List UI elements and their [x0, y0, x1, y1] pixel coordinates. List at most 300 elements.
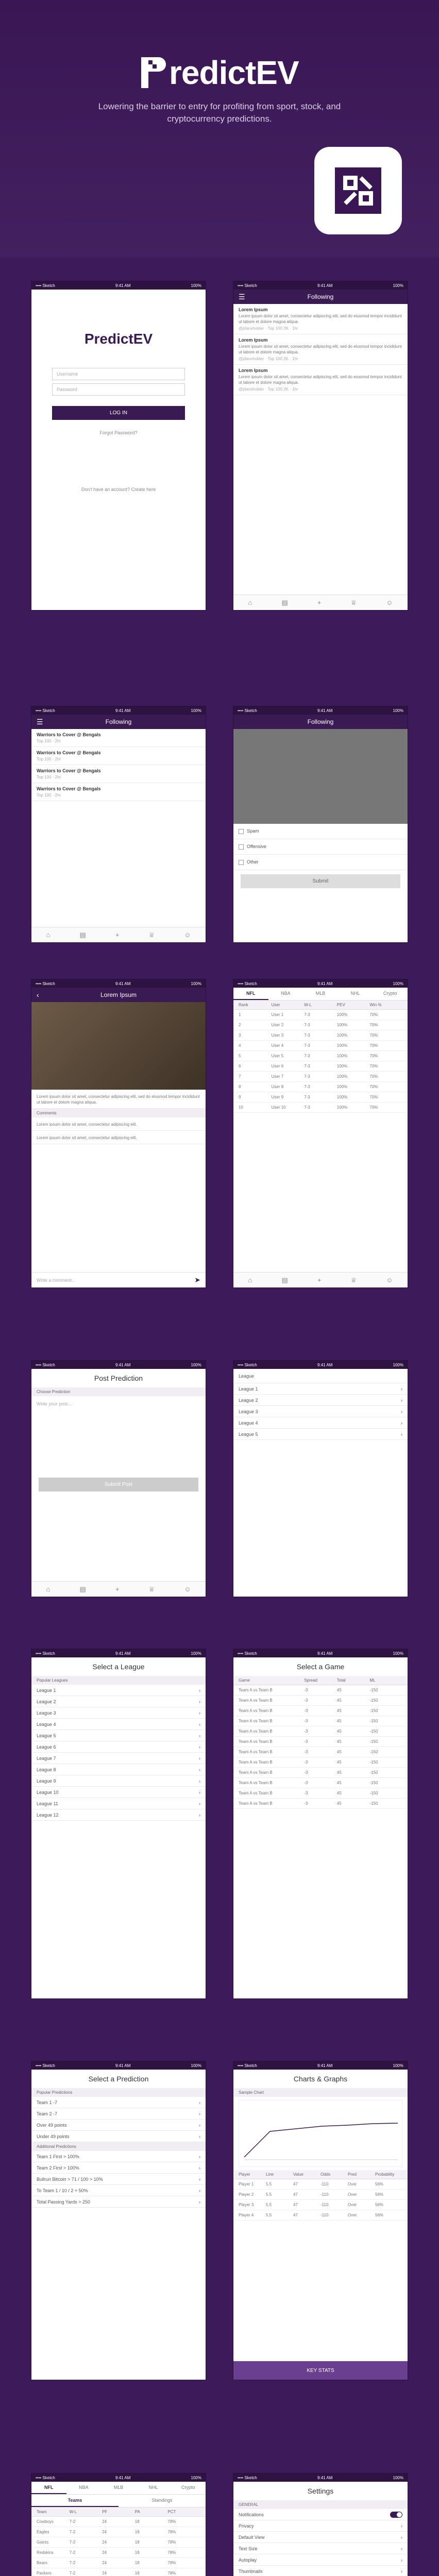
status-bar: •••• Sketch 9:41 AM 100% — [31, 2061, 206, 2070]
settings-item-label: Notifications — [239, 2512, 264, 2517]
league-item[interactable] — [31, 1741, 206, 1753]
table-cell: 45 — [336, 1739, 342, 1744]
logo-text: redictEV — [169, 54, 299, 91]
game-row[interactable] — [233, 1799, 408, 1809]
table-cell: 70% — [369, 1023, 378, 1027]
game-row[interactable] — [233, 1788, 408, 1799]
table-cell: -110 — [320, 2213, 329, 2217]
post-image — [31, 1002, 206, 1090]
password-field[interactable]: Password — [52, 383, 185, 396]
table-cell: 56% — [375, 2213, 384, 2217]
table-cell: User 2 — [271, 1023, 284, 1027]
standings-row[interactable] — [31, 2568, 206, 2576]
report-submit-button[interactable]: Submit — [241, 874, 400, 888]
table-cell: -150 — [369, 1698, 378, 1703]
table-cell: Team A vs Team B — [239, 1729, 273, 1734]
trophy-icon[interactable]: ♕ — [350, 598, 357, 606]
post-body: Lorem ipsum dolor sit amet, consectetur adipiscing elit, sed do eiusmod tempor incididunt ut labore et dolore magna aliqua. — [31, 1090, 206, 1109]
table-cell: 70% — [369, 1012, 378, 1017]
table-cell: 45 — [336, 1750, 342, 1754]
status-bar: •••• Sketch 9:41 AM 100% — [233, 281, 408, 290]
notifications-toggle[interactable] — [390, 2512, 402, 2518]
table-cell: 2 — [239, 1023, 241, 1027]
profile-icon[interactable]: ☺ — [184, 1585, 191, 1593]
chevron-right-icon: › — [199, 1744, 200, 1750]
table-cell: 78% — [167, 2530, 176, 2534]
comment-input[interactable]: Write a comment... ➤ — [31, 1272, 206, 1287]
screen-settings — [233, 2473, 408, 2576]
chevron-right-icon: › — [199, 2165, 200, 2171]
leaderboard-row[interactable] — [233, 1041, 408, 1051]
game-row[interactable] — [233, 1716, 408, 1726]
table-cell: 45 — [336, 1698, 342, 1703]
table-cell: Over — [348, 2192, 357, 2197]
stats-row[interactable] — [233, 2200, 408, 2210]
chevron-right-icon: › — [401, 2523, 402, 2529]
settings-item[interactable] — [233, 2520, 408, 2532]
feed-post[interactable]: Lorem Ipsum Lorem ipsum dolor sit amet, consectetur adipiscing elit, sed do eiusmod tempor incididunt ut labore et dolore magna aliqua. @placeholder · Top 100 2K · 1hr — [233, 365, 408, 395]
list-item-label: Bullrun Bitcoin > 71 / 100 > 10% — [37, 2176, 103, 2182]
tab-mlb[interactable]: MLB — [315, 991, 326, 996]
home-icon[interactable]: ⌂ — [46, 931, 50, 939]
tab-nfl[interactable]: NFL — [31, 2482, 66, 2494]
profile-icon[interactable]: ☺ — [184, 931, 191, 939]
feed-post[interactable]: Warriors to Cover @ Bengals Top 100 · 2hr — [31, 747, 206, 765]
chart-icon[interactable]: ▤ — [281, 1276, 288, 1284]
table-cell: 78% — [167, 2550, 176, 2555]
table-cell: -150 — [369, 1708, 378, 1713]
table-cell: -150 — [369, 1791, 378, 1795]
league-item[interactable] — [31, 1730, 206, 1741]
table-cell: 5.5 — [266, 2202, 272, 2207]
prediction-item[interactable] — [31, 2162, 206, 2174]
page-title: Charts & Graphs — [293, 2075, 348, 2083]
tab-mlb[interactable]: MLB — [113, 2485, 124, 2490]
list-item-label: League 5 — [37, 1733, 56, 1738]
chevron-right-icon: › — [199, 1710, 200, 1716]
standings-row[interactable] — [31, 2548, 206, 2558]
table-cell: 100% — [336, 1074, 348, 1079]
league-item[interactable] — [31, 1685, 206, 1696]
status-bar: •••• Sketch 9:41 AM 100% — [233, 2473, 408, 2482]
league-item[interactable] — [31, 1787, 206, 1798]
trophy-icon[interactable]: ♕ — [350, 1276, 357, 1284]
nav-bar: ‹ Lorem Ipsum — [31, 988, 206, 1002]
standings-row[interactable] — [31, 2527, 206, 2537]
table-cell: 78% — [167, 2519, 176, 2524]
table-cell: 7-2 — [69, 2571, 76, 2575]
page-title: Select a Game — [296, 1663, 345, 1671]
game-table — [233, 1685, 408, 1809]
game-row[interactable] — [233, 1706, 408, 1716]
league-item[interactable] — [31, 1764, 206, 1775]
league-item[interactable] — [31, 1809, 206, 1821]
table-cell: -150 — [369, 1688, 378, 1692]
game-row[interactable] — [233, 1737, 408, 1747]
standings-table — [31, 2517, 206, 2576]
screen-feed — [233, 281, 408, 611]
table-cell: 45 — [336, 1781, 342, 1785]
chevron-right-icon: › — [199, 2176, 200, 2182]
status-bar: •••• Sketch 9:41 AM 100% — [31, 281, 206, 290]
table-cell: 7-3 — [304, 1043, 310, 1048]
chevron-right-icon: › — [401, 1409, 402, 1414]
table-cell: 47 — [293, 2213, 298, 2217]
prediction-item[interactable] — [31, 2097, 206, 2108]
choose-prediction[interactable]: Choose Prediction — [31, 1387, 206, 1396]
game-row[interactable] — [233, 1768, 408, 1778]
chevron-right-icon: › — [199, 2111, 200, 2116]
settings-item[interactable] — [233, 2554, 408, 2566]
leaderboard-table — [233, 1010, 408, 1113]
tab-nba[interactable]: NBA — [79, 2485, 89, 2490]
username-field[interactable]: Username — [52, 368, 185, 380]
table-cell: 45 — [336, 1760, 342, 1765]
chart-icon[interactable]: ▤ — [281, 598, 288, 606]
league-item[interactable] — [31, 1719, 206, 1730]
table-cell: Bears — [37, 2561, 47, 2565]
prediction-item[interactable] — [31, 2196, 206, 2208]
chevron-right-icon: › — [401, 1431, 402, 1437]
game-row[interactable] — [233, 1696, 408, 1706]
logo-mark-icon — [139, 55, 167, 90]
table-cell: 24 — [102, 2561, 107, 2565]
prediction-item[interactable] — [31, 2151, 206, 2162]
screen-report — [233, 706, 408, 943]
chevron-right-icon: › — [199, 1687, 200, 1693]
leaderboard-row[interactable] — [233, 1030, 408, 1041]
report-option[interactable]: Other — [233, 855, 408, 870]
tab-nba[interactable]: NBA — [281, 991, 291, 996]
table-header: Rank User W-L PEV Win % — [233, 1001, 408, 1010]
leaderboard-row[interactable] — [233, 1072, 408, 1082]
list-item-label: League 5 — [239, 1431, 258, 1437]
screen-league-picker — [233, 1360, 408, 1597]
leaderboard-row[interactable] — [233, 1051, 408, 1061]
stats-row[interactable] — [233, 2179, 408, 2190]
feed-post[interactable]: Lorem Ipsum Lorem ipsum dolor sit amet, consectetur adipiscing elit, sed do eiusmod tempor incididunt ut labore et dolore magna aliqua. @placeholder · Top 100 2K · 1hr — [233, 304, 408, 334]
prediction-item[interactable] — [31, 2185, 206, 2196]
chevron-right-icon: › — [401, 2534, 402, 2540]
chevron-right-icon: › — [199, 1721, 200, 1727]
table-cell: 70% — [369, 1043, 378, 1048]
home-icon[interactable]: ⌂ — [46, 1585, 50, 1593]
table-cell: Team A vs Team B — [239, 1781, 273, 1785]
list-item-label: Team 1 First > 100% — [37, 2154, 79, 2159]
table-cell: 1 — [239, 1012, 241, 1017]
settings-item[interactable] — [233, 2566, 408, 2576]
table-cell: 8 — [239, 1084, 241, 1089]
report-sheet — [233, 824, 408, 942]
table-cell: User 10 — [271, 1105, 286, 1110]
list-item-label: League 2 — [239, 1397, 258, 1403]
table-cell: 7-3 — [304, 1064, 310, 1069]
list-item-label: Total Passing Yards > 250 — [37, 2199, 90, 2205]
back-icon[interactable]: ‹ — [37, 991, 39, 999]
settings-item[interactable] — [233, 2532, 408, 2543]
league-list — [31, 1685, 206, 1821]
post-textarea[interactable]: Write your post... — [37, 1401, 72, 1406]
league-search[interactable]: League — [233, 1369, 408, 1383]
table-cell: Giants — [37, 2540, 49, 2545]
add-icon[interactable]: + — [115, 931, 120, 939]
sub-tabs — [31, 2495, 206, 2507]
chevron-right-icon: › — [199, 1801, 200, 1806]
screen-post-prediction — [31, 1360, 206, 1597]
profile-icon[interactable]: ☺ — [386, 1276, 393, 1284]
tab-standings[interactable]: Standings — [151, 2498, 173, 2503]
chevron-right-icon: › — [199, 1755, 200, 1761]
list-item-label: League 6 — [37, 1744, 56, 1750]
table-cell: Team A vs Team B — [239, 1719, 273, 1723]
status-bar: •••• Sketch 9:41 AM 100% — [233, 706, 408, 715]
table-cell: Team A vs Team B — [239, 1739, 273, 1744]
table-cell: Player 1 — [239, 2182, 254, 2187]
table-cell: -3 — [304, 1739, 308, 1744]
menu-icon[interactable]: ☰ — [239, 292, 245, 301]
send-icon[interactable]: ➤ — [194, 1276, 200, 1284]
chevron-right-icon: › — [199, 2099, 200, 2105]
table-cell: 18 — [134, 2540, 140, 2545]
list-item-label: League 7 — [37, 1755, 56, 1761]
table-cell: 70% — [369, 1084, 378, 1089]
nav-bar: ☰ Following — [233, 290, 408, 304]
league-item[interactable] — [233, 1383, 408, 1395]
table-cell: Team A vs Team B — [239, 1770, 273, 1775]
league-list — [233, 1383, 408, 1440]
menu-icon[interactable]: ☰ — [37, 717, 43, 726]
table-cell: 78% — [167, 2571, 176, 2575]
list-item-label: League 8 — [37, 1767, 56, 1772]
screen-select-league — [31, 1649, 206, 1999]
prediction-list — [31, 2151, 206, 2208]
table-cell: 78% — [167, 2540, 176, 2545]
table-cell: Player 3 — [239, 2202, 254, 2207]
table-cell: User 4 — [271, 1043, 284, 1048]
add-icon[interactable]: + — [115, 1585, 120, 1593]
leaderboard-row[interactable] — [233, 1092, 408, 1103]
table-cell: -3 — [304, 1719, 308, 1723]
settings-item[interactable] — [233, 2543, 408, 2554]
report-option[interactable]: Offensive — [233, 839, 408, 855]
leaderboard-row[interactable] — [233, 1061, 408, 1072]
tab-bar — [31, 1581, 206, 1597]
table-cell: User 8 — [271, 1084, 284, 1089]
feed-post[interactable]: Warriors to Cover @ Bengals Top 100 · 2hr — [31, 765, 206, 783]
table-cell: 45 — [336, 1801, 342, 1806]
status-bar: •••• Sketch 9:41 AM 100% — [31, 1361, 206, 1369]
table-cell: 56% — [375, 2202, 384, 2207]
table-cell: 5 — [239, 1054, 241, 1058]
leaderboard-row[interactable] — [233, 1020, 408, 1030]
tab-crypto[interactable]: Crypto — [383, 991, 397, 996]
table-cell: Team A vs Team B — [239, 1688, 273, 1692]
league-item[interactable] — [233, 1406, 408, 1417]
prediction-item[interactable] — [31, 2131, 206, 2142]
league-item[interactable] — [233, 1429, 408, 1440]
status-bar: •••• Sketch 9:41 AM 100% — [31, 1649, 206, 1657]
table-cell: 100% — [336, 1012, 348, 1017]
table-cell: -3 — [304, 1760, 308, 1765]
game-row[interactable] — [233, 1726, 408, 1737]
profile-icon[interactable]: ☺ — [386, 599, 393, 606]
stats-table — [233, 2179, 408, 2221]
table-cell: 100% — [336, 1054, 348, 1058]
table-cell: 18 — [134, 2571, 140, 2575]
stats-row[interactable] — [233, 2190, 408, 2200]
table-cell: Over — [348, 2202, 357, 2207]
tab-bar — [233, 1272, 408, 1287]
table-cell: Player 2 — [239, 2192, 254, 2197]
table-cell: Team A vs Team B — [239, 1801, 273, 1806]
table-cell: 18 — [134, 2550, 140, 2555]
screen-select-prediction — [31, 2061, 206, 2380]
page-title: Post Prediction — [94, 1374, 143, 1382]
screen-standings — [31, 2473, 206, 2576]
report-option[interactable]: Spam — [233, 824, 408, 839]
table-cell: 7-3 — [304, 1095, 310, 1099]
table-cell: 7-2 — [69, 2519, 76, 2524]
submit-post-button[interactable]: Submit Post — [39, 1478, 198, 1492]
table-cell: Cowboys — [37, 2519, 54, 2524]
league-item[interactable] — [233, 1395, 408, 1406]
league-item[interactable] — [233, 1417, 408, 1429]
list-item-label: Team 2 -7 — [37, 2111, 58, 2116]
table-cell: 70% — [369, 1074, 378, 1079]
prediction-item[interactable] — [31, 2108, 206, 2120]
league-item[interactable] — [31, 1798, 206, 1809]
table-cell: User 7 — [271, 1074, 284, 1079]
page-title: Select a League — [92, 1663, 145, 1671]
table-cell: -3 — [304, 1750, 308, 1754]
table-cell: 47 — [293, 2182, 298, 2187]
tab-nhl[interactable]: NHL — [148, 2485, 158, 2490]
tab-nhl[interactable]: NHL — [350, 991, 360, 996]
table-cell: 7-3 — [304, 1023, 310, 1027]
chart-icon[interactable]: ▤ — [79, 930, 86, 939]
leaderboard-row[interactable] — [233, 1082, 408, 1092]
leaderboard-row[interactable] — [233, 1103, 408, 1113]
game-row[interactable] — [233, 1747, 408, 1757]
signup-link[interactable]: Don't have an account? Create here — [81, 487, 156, 492]
table-cell: 6 — [239, 1064, 241, 1069]
table-cell: 7-2 — [69, 2530, 76, 2534]
table-cell: 70% — [369, 1105, 378, 1110]
chevron-right-icon: › — [199, 2154, 200, 2159]
comment: Lorem ipsum dolor sit amet, consectetur adipiscing elit. — [31, 1117, 206, 1131]
table-cell: 7 — [239, 1074, 241, 1079]
chart-icon[interactable]: ▤ — [79, 1585, 86, 1593]
feed-post[interactable]: Warriors to Cover @ Bengals Top 100 · 2hr — [31, 783, 206, 801]
table-cell: Over — [348, 2182, 357, 2187]
standings-row[interactable] — [31, 2537, 206, 2548]
status-bar: •••• Sketch 9:41 AM 100% — [233, 2061, 408, 2070]
tab-crypto[interactable]: Crypto — [181, 2485, 195, 2490]
tab-teams[interactable]: Teams — [31, 2495, 119, 2507]
chevron-right-icon: › — [199, 1767, 200, 1772]
add-icon[interactable]: + — [317, 1276, 322, 1284]
table-cell: Team A vs Team B — [239, 1698, 273, 1703]
table-cell: -3 — [304, 1688, 308, 1692]
table-cell: -3 — [304, 1781, 308, 1785]
table-cell: 45 — [336, 1688, 342, 1692]
table-cell: 45 — [336, 1770, 342, 1775]
tab-nfl[interactable]: NFL — [233, 988, 268, 1000]
table-header: Team W-L PF PA PCT — [31, 2507, 206, 2517]
table-cell: 5.5 — [266, 2182, 272, 2187]
leaderboard-row[interactable] — [233, 1010, 408, 1020]
table-cell: 100% — [336, 1064, 348, 1069]
table-cell: 78% — [167, 2561, 176, 2565]
standings-row[interactable] — [31, 2517, 206, 2527]
key-stats-button[interactable]: KEY STATS — [233, 2361, 408, 2380]
table-cell: 7-2 — [69, 2561, 76, 2565]
prediction-item[interactable] — [31, 2174, 206, 2185]
list-item-label: League 4 — [239, 1420, 258, 1426]
status-bar: •••• Sketch 9:41 AM 100% — [233, 1361, 408, 1369]
game-row[interactable] — [233, 1685, 408, 1696]
chevron-right-icon: › — [401, 1420, 402, 1426]
league-item[interactable] — [31, 1775, 206, 1787]
settings-group-header: GENERAL — [233, 2500, 408, 2509]
table-cell: 5.5 — [266, 2213, 272, 2217]
list-item-label: League 11 — [37, 1801, 58, 1806]
list-item-label: League 2 — [37, 1699, 56, 1704]
stats-row[interactable] — [233, 2210, 408, 2221]
login-logo: PredictEV — [84, 331, 153, 347]
list-item-label: To Team 1 / 10 / 2 + 50% — [37, 2188, 88, 2193]
table-cell: 24 — [102, 2540, 107, 2545]
prediction-item[interactable] — [31, 2120, 206, 2131]
table-cell: 7-3 — [304, 1033, 310, 1038]
settings-list — [233, 2500, 408, 2576]
home-icon[interactable]: ⌂ — [248, 599, 252, 606]
table-cell: 7-3 — [304, 1012, 310, 1017]
game-row[interactable] — [233, 1778, 408, 1788]
chevron-right-icon: › — [199, 1778, 200, 1784]
table-cell: -3 — [304, 1729, 308, 1734]
table-cell: 70% — [369, 1095, 378, 1099]
trophy-icon[interactable]: ♕ — [148, 1585, 155, 1593]
table-cell: 56% — [375, 2182, 384, 2187]
list-item-label: League 3 — [239, 1409, 258, 1414]
trophy-icon[interactable]: ♕ — [148, 930, 155, 939]
settings-item[interactable] — [233, 2509, 408, 2520]
table-cell: Team A vs Team B — [239, 1760, 273, 1765]
table-cell: 100% — [336, 1105, 348, 1110]
status-bar: •••• Sketch 9:41 AM 100% — [31, 979, 206, 988]
chevron-right-icon: › — [401, 1397, 402, 1403]
table-cell: Packers — [37, 2571, 52, 2575]
league-item[interactable] — [31, 1753, 206, 1764]
chevron-right-icon: › — [199, 1789, 200, 1795]
home-icon[interactable]: ⌂ — [248, 1276, 252, 1284]
table-cell: Over — [348, 2213, 357, 2217]
league-item[interactable] — [31, 1707, 206, 1719]
table-cell: 7-2 — [69, 2540, 76, 2545]
add-icon[interactable]: + — [317, 599, 322, 606]
feed-post[interactable]: Lorem Ipsum Lorem ipsum dolor sit amet, consectetur adipiscing elit, sed do eiusmod tempor incididunt ut labore et dolore magna aliqua. @placeholder · Top 100 2K · 1hr — [233, 334, 408, 365]
login-button[interactable]: LOG IN — [52, 406, 185, 420]
league-item[interactable] — [31, 1696, 206, 1707]
forgot-password-link[interactable]: Forgot Password? — [99, 430, 138, 435]
feed-post[interactable]: Warriors to Cover @ Bengals Top 100 · 2hr — [31, 729, 206, 747]
table-cell: 24 — [102, 2550, 107, 2555]
screen-detail — [31, 979, 206, 1288]
standings-row[interactable] — [31, 2558, 206, 2568]
table-cell: 100% — [336, 1033, 348, 1038]
game-row[interactable] — [233, 1757, 408, 1768]
